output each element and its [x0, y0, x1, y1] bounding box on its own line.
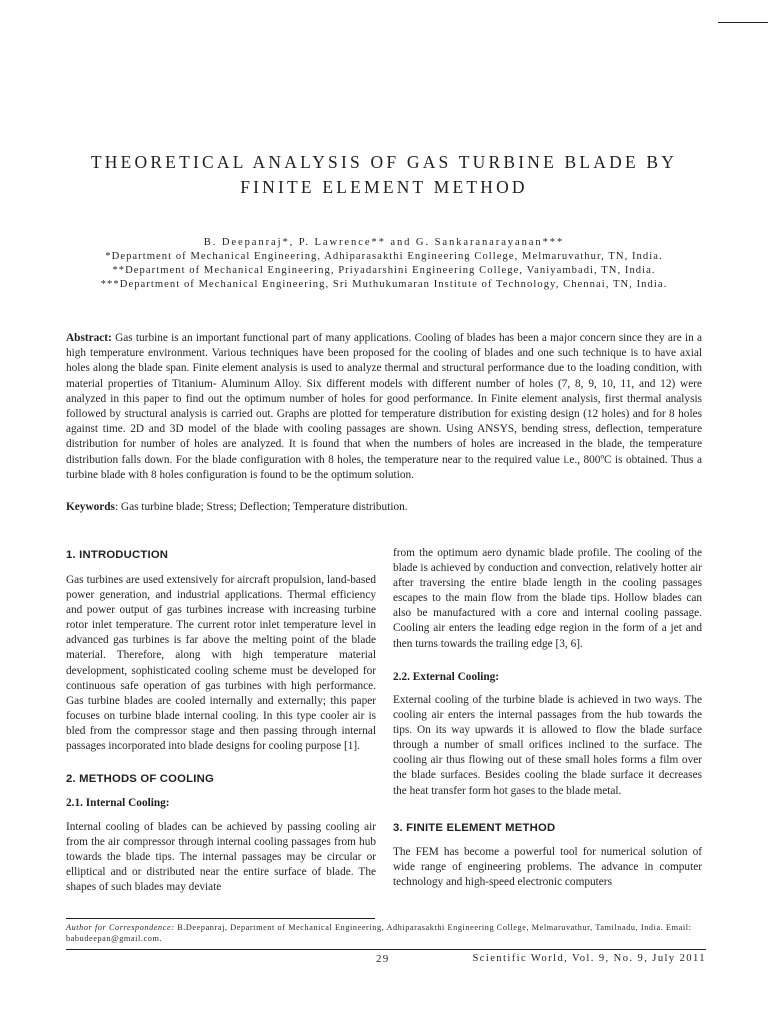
- internal-cooling-text: [66, 820, 376, 895]
- keywords: [66, 500, 702, 515]
- top-corner-rule: [718, 22, 768, 23]
- introduction-text: [66, 573, 376, 754]
- abstract-text: Gas turbine is an important functional part of many applications. Cooling of blades has been a major concern since they are in a high temperature environment. Various techniques have been proposed for the cooling of blades and one such technique is to have axial holes along the blade span. Finite element analysis is used to analyze thermal and structural performance due to the loading condition, with material properties of Titanium- Aluminum Alloy. Six different models with different number of holes (7, 8, 9, 10, 11, and 12) were analyzed in this paper to find out the optimum number of holes for good performance. In Finite element analysis, first thermal analysis followed by structural analysis is carried out. Graphs are plotted for temperature distribution for existing design (12 holes) and for 8 holes against time. 2D and 3D model of the blade with cooling passages are shown. Using ANSYS, bending stress, deflection, temperature distribution for number of holes are analyzed. It is found that when the numbers of holes are increased in the blade, the temperature distribution falls down. For the blade configuration with 8 holes, the temperature near to the required value i.e., 800ºC is obtained. Thus a turbine blade with 8 holes configuration is found to be the optimum solution.: [66, 332, 703, 481]
- abstract-label: Abstract:: [66, 332, 112, 344]
- title-line-2: FINITE ELEMENT METHOD: [240, 177, 528, 197]
- continued-paragraph: from the optimum aero dynamic blade profile. The cooling of the blade is achieved by conduction and convection, relatively hotter air after traversing the entire blade length in the cooling passages escapes to the main flow from the blade tips. Hollow blades can also be manufactured with a core and internal cooling passage. Cooling air enters the leading edge region in the form of a jet and then turns towards the trailing edge [3, 6].: [393, 547, 702, 650]
- section-heading-methods: 2. METHODS OF COOLING: [66, 773, 214, 785]
- affiliation-3: ***Department of Mechanical Engineering, Sri Muthukumaran Institute of Technology, Chennai, TN, India.: [100, 279, 668, 290]
- footnote-text: B.Deepanraj, Department of Mechanical Engineering, Adhiparasakthi Engineering College, Melmaruvathur, Tamilnadu, India. Email: babudeepan@gmail.com.: [66, 923, 692, 943]
- footer-rule: [66, 949, 706, 950]
- author-list: B. Deepanraj*, P. Lawrence** and G. Sankaranarayanan***: [203, 237, 565, 248]
- keywords-text: : Gas turbine blade; Stress; Deflection; Temperature distribution.: [114, 501, 408, 513]
- abstract: [66, 331, 702, 483]
- introduction-paragraph: Gas turbines are used extensively for aircraft propulsion, land-based power generation, and industrial applications. Thermal efficiency and power output of gas turbines increase with increasing turbine rotor inlet temperature. The current rotor inlet temperature level in advanced gas turbines is far above the melting point of the blade material. Therefore, along with high temperature material development, sophisticated cooling scheme must be developed for continuous safe operation of gas turbines with high performance. Gas turbine blades are cooled internally and externally; this paper focuses on turbine blade internal cooling. In this type cooler air is bled from the compressor stage and then passing through internal passages incorporated into blade designs for cooling purpose [1].: [66, 574, 376, 753]
- external-cooling-text: [393, 693, 702, 799]
- internal-cooling-paragraph: Internal cooling of blades can be achieved by passing cooling air from the air compressor through internal cooling passages from hub towards the blade tips. The internal passages may be circular or elliptical and or distributed near the entire surface of blade. The shapes of such blades may deviate: [66, 821, 376, 894]
- section-heading-introduction: 1. INTRODUCTION: [66, 549, 169, 561]
- fem-paragraph: The FEM has become a powerful tool for numerical solution of wide range of engineering problems. The advance in computer technology and high-speed electronic computers: [393, 846, 702, 889]
- external-cooling-paragraph: External cooling of the turbine blade is achieved in two ways. The cooling air enters the internal passages from the hub towards the tips. On its way upwards it is allowed to flow the blade surface through a number of small orifices inclined to the surface. The cooling air thus flowing out of these small holes forms a film over the blade surfaces. Besides cooling the blade surface it decreases the heat transfer form hot gases to the blade metal.: [393, 694, 702, 797]
- title-line-1: THEORETICAL ANALYSIS OF GAS TURBINE BLADE BY: [90, 152, 678, 172]
- subsection-heading-internal: 2.1. Internal Cooling:: [66, 797, 170, 809]
- footnote-rule: [66, 918, 375, 919]
- subsection-heading-external: 2.2. External Cooling:: [393, 671, 500, 683]
- keywords-label: Keywords: [66, 501, 115, 513]
- affiliation-2: **Department of Mechanical Engineering, Priyadarshini Engineering College, Vaniyambadi, TN, India.: [112, 265, 656, 276]
- footnote-label: Author for Correspondence:: [66, 923, 175, 932]
- paper-title: [40, 150, 728, 200]
- affiliation-1: *Department of Mechanical Engineering, Adhiparasakthi Engineering College, Melmaruvathur, TN, India.: [105, 251, 663, 262]
- fem-text: [393, 845, 702, 890]
- section-heading-fem: 3. FINITE ELEMENT METHOD: [393, 822, 556, 834]
- journal-citation: Scientific World, Vol. 9, No. 9, July 2011: [472, 953, 706, 964]
- page-number: 29: [376, 953, 390, 965]
- continued-text: [393, 546, 702, 652]
- correspondence-footnote: [66, 922, 706, 944]
